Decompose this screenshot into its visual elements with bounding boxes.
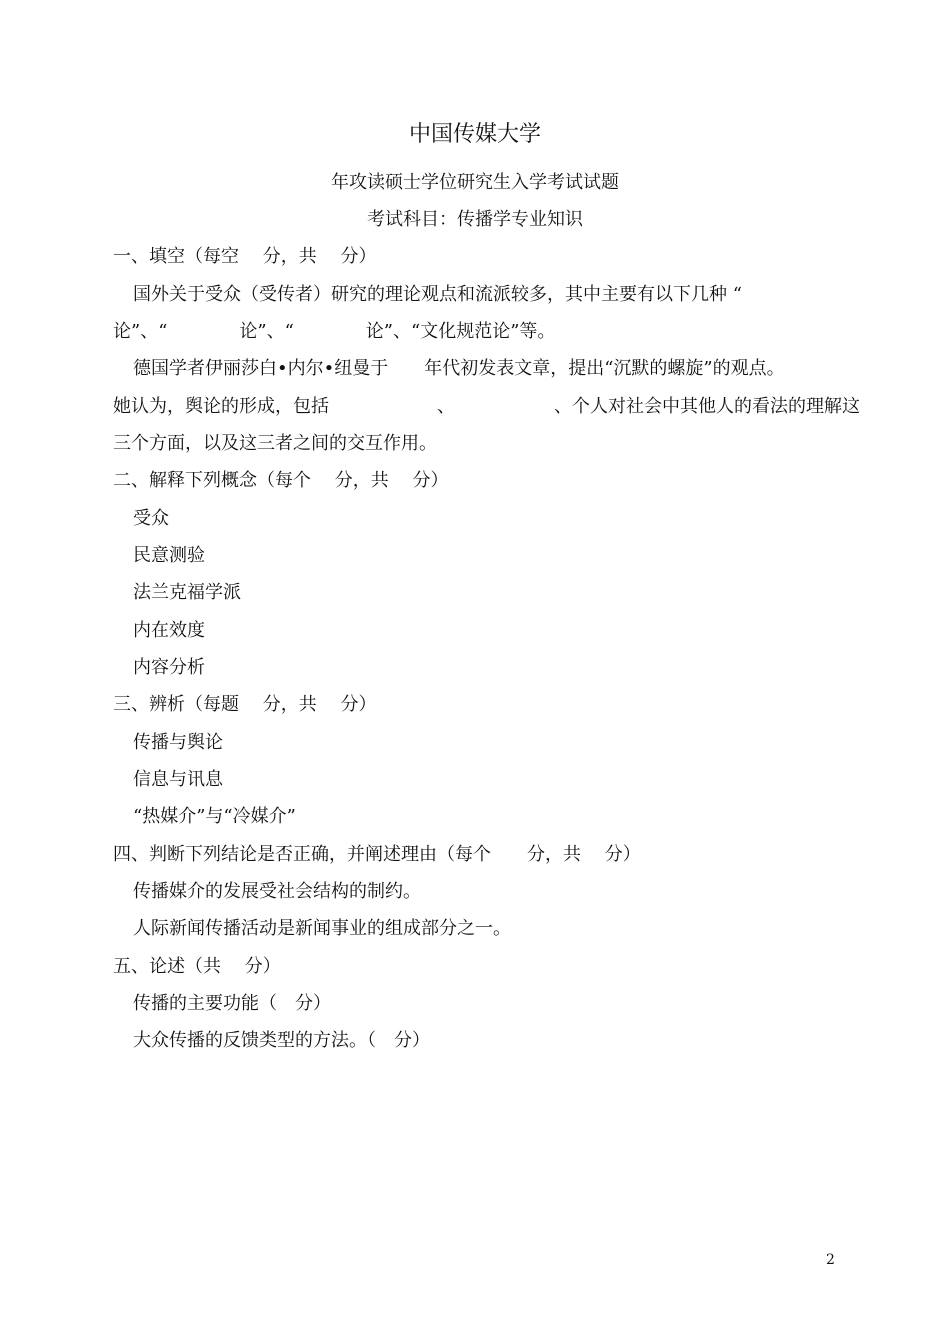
section-1-line: 三个方面，以及这三者之间的交互作用。: [113, 433, 437, 454]
section-3-item: 信息与讯息: [133, 769, 223, 790]
section-2-item: 内在效度: [133, 620, 205, 641]
section-2-item: 法兰克福学派: [133, 582, 241, 603]
section-4-item: 传播媒介的发展受社会结构的制约。: [133, 881, 421, 902]
page-number: 2: [826, 1252, 835, 1268]
section-1-line: 论”、“ 论”、“ 论”、“文化规范论”等。: [113, 321, 556, 342]
section-5-heading: 五、论述（共 分）: [113, 956, 281, 977]
section-1-line: 德国学者伊丽莎白•内尔•纽曼于 年代初发表文章，提出“沉默的螺旋”的观点。: [133, 358, 785, 379]
section-3-heading: 三、辨析（每题 分，共 分）: [113, 694, 377, 715]
section-4-item: 人际新闻传播活动是新闻事业的组成部分之一。: [133, 918, 511, 939]
section-2-item: 受众: [133, 508, 169, 529]
section-3-item: 传播与舆论: [133, 732, 223, 753]
section-3-item: “热媒介”与“冷媒介”: [133, 806, 296, 827]
section-1-line: 她认为，舆论的形成，包括 、 、个人对社会中其他人的看法的理解这: [113, 396, 860, 417]
exam-subtitle: 年攻读硕士学位研究生入学考试试题: [331, 172, 619, 193]
section-2-item: 民意测验: [133, 545, 205, 566]
section-4-heading: 四、判断下列结论是否正确，并阐述理由（每个 分，共 分）: [113, 844, 641, 865]
section-1-heading: 一、填空（每空 分，共 分）: [113, 246, 377, 267]
section-1-line: 国外关于受众（受传者）研究的理论观点和流派较多，其中主要有以下几种 “: [133, 284, 742, 305]
exam-subject: 考试科目：传播学专业知识: [367, 209, 583, 230]
section-2-item: 内容分析: [133, 657, 205, 678]
section-5-item: 传播的主要功能（ 分）: [133, 993, 331, 1014]
section-2-heading: 二、解释下列概念（每个 分，共 分）: [113, 470, 449, 491]
page-title: 中国传媒大学: [408, 122, 541, 147]
section-5-item: 大众传播的反馈类型的方法。（ 分）: [133, 1030, 430, 1051]
